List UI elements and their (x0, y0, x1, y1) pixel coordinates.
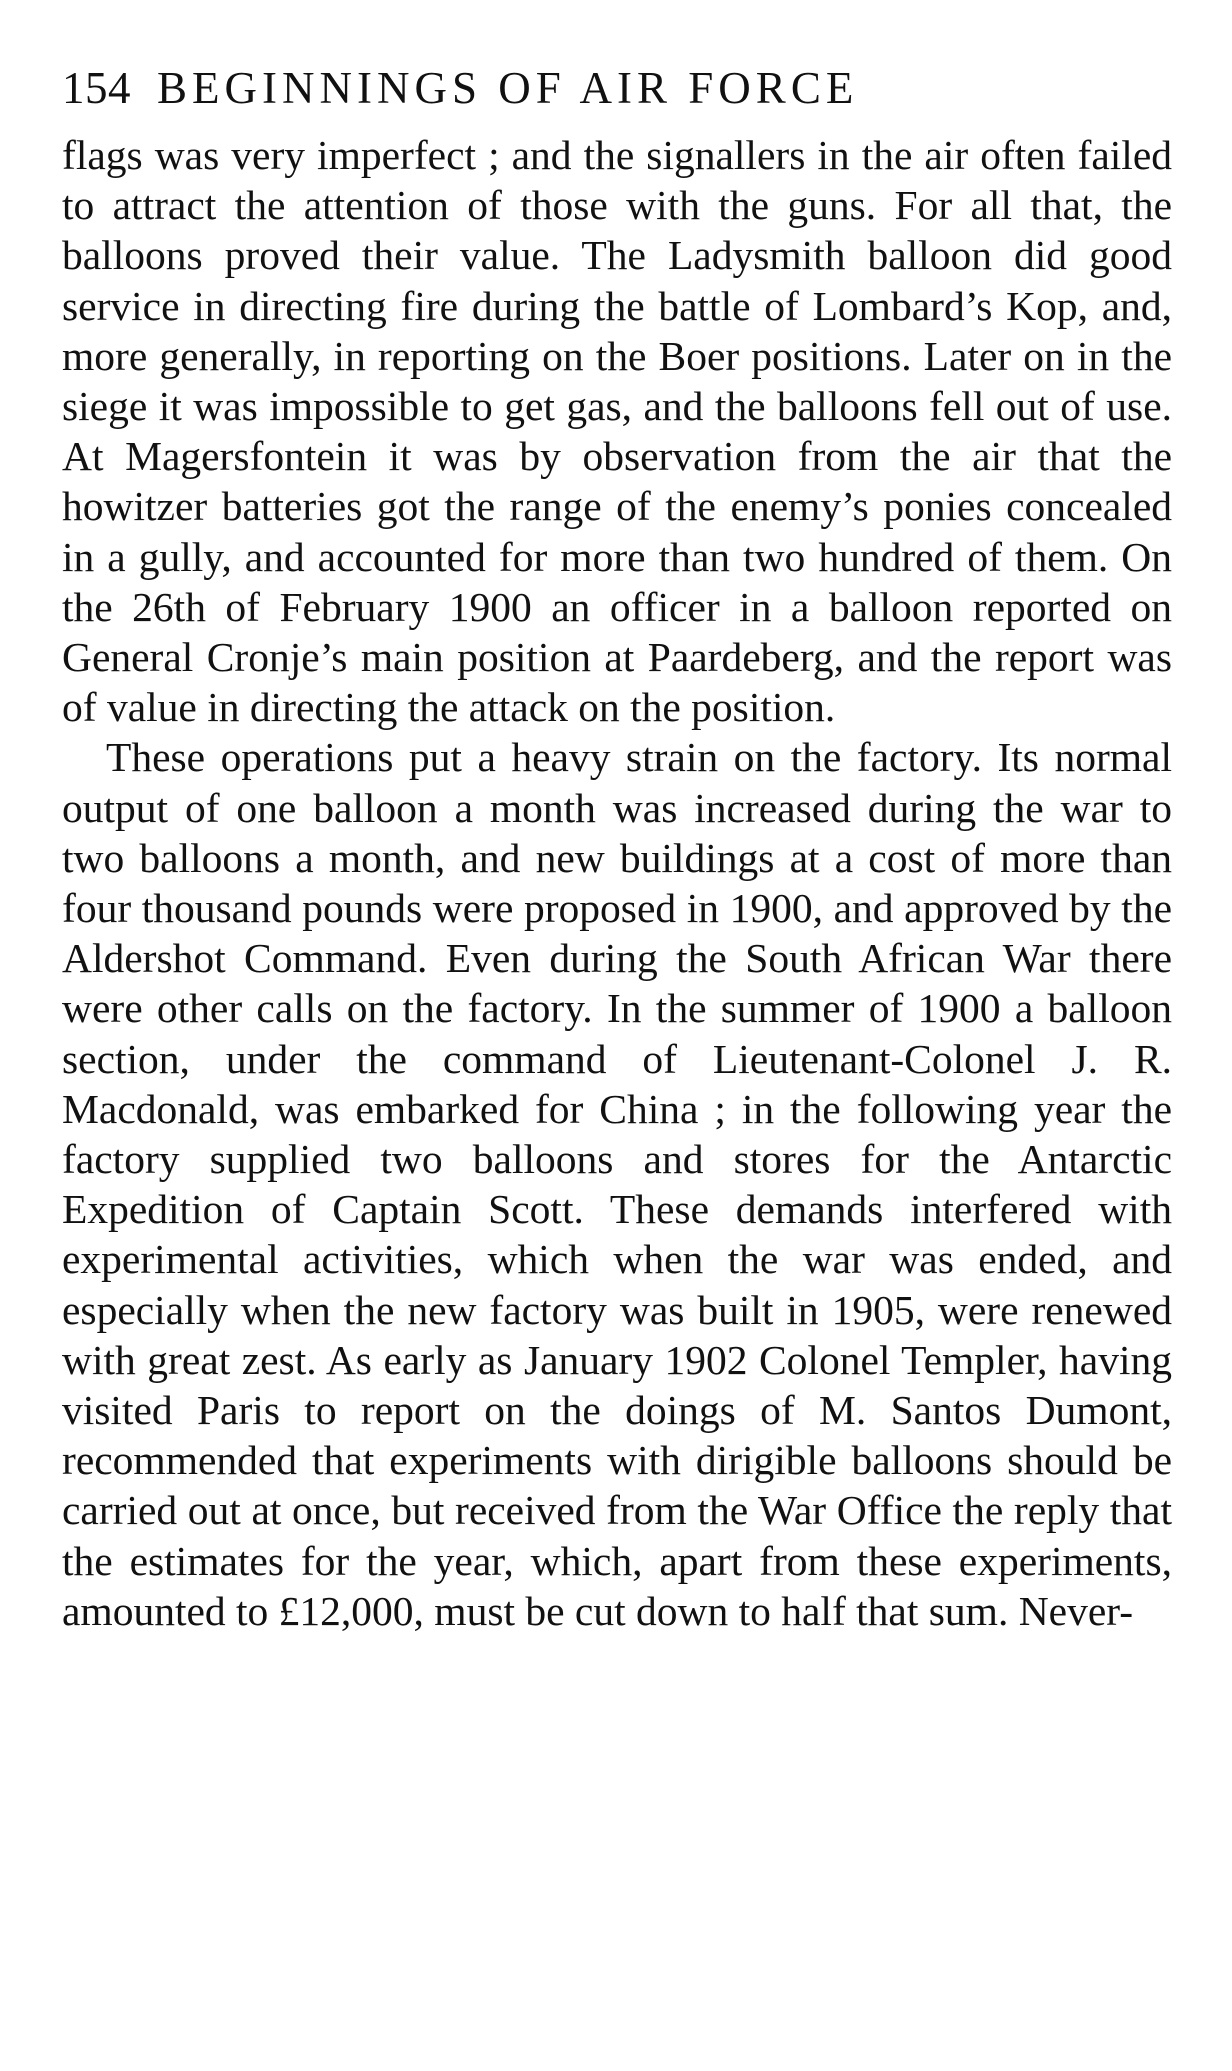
book-page (62, 62, 1172, 1636)
paragraph-2: These operations put a heavy strain on the factory. Its normal output of one balloon a month was increased during the war to two balloons a month, and new buildings at a cost of more than four thousand pounds were proposed in 1900, and approved by the Aldershot Command. Even during the South African War there were other calls on the factory. In the summer of 1900 a balloon section, under the command of Lieutenant-Colonel J. R. Macdonald, was embarked for China ; in the following year the factory supplied two balloons and stores for the Antarctic Expedition of Captain Scott. These demands interfered with experimental activities, which when the war was ended, and especially when the new factory was built in 1905, were renewed with great zest. As early as January 1902 Colonel Templer, having visited Paris to report on the doings of M. Santos Dumont, recommended that experiments with dirigible balloons should be carried out at once, but received from the War Office the reply that the estimates for the year, which, apart from these experiments, amounted to £12,000, must be cut down to half that sum. Never- (62, 734, 1172, 1634)
body-text (62, 130, 1172, 1636)
running-head (62, 62, 1172, 124)
paragraph-1: flags was very imperfect ; and the signallers in the air often failed to attract the attention of those with the guns. For all that, the balloons proved their value. The Ladysmith balloon did good service in directing fire during the battle of Lombard’s Kop, and, more generally, in reporting on the Boer positions. Later on in the siege it was impossible to get gas, and the balloons fell out of use. At Magersfontein it was by observation from the air that the howitzer batteries got the range of the enemy’s ponies concealed in a gully, and accounted for more than two hundred of them. On the 26th of February 1900 an officer in a balloon reported on General Cronje’s main position at Paardeberg, and the report was of value in directing the attack on the position. (62, 132, 1172, 731)
running-title: BEGINNINGS OF AIR FORCE (157, 63, 859, 113)
page-number: 154 (62, 63, 131, 113)
